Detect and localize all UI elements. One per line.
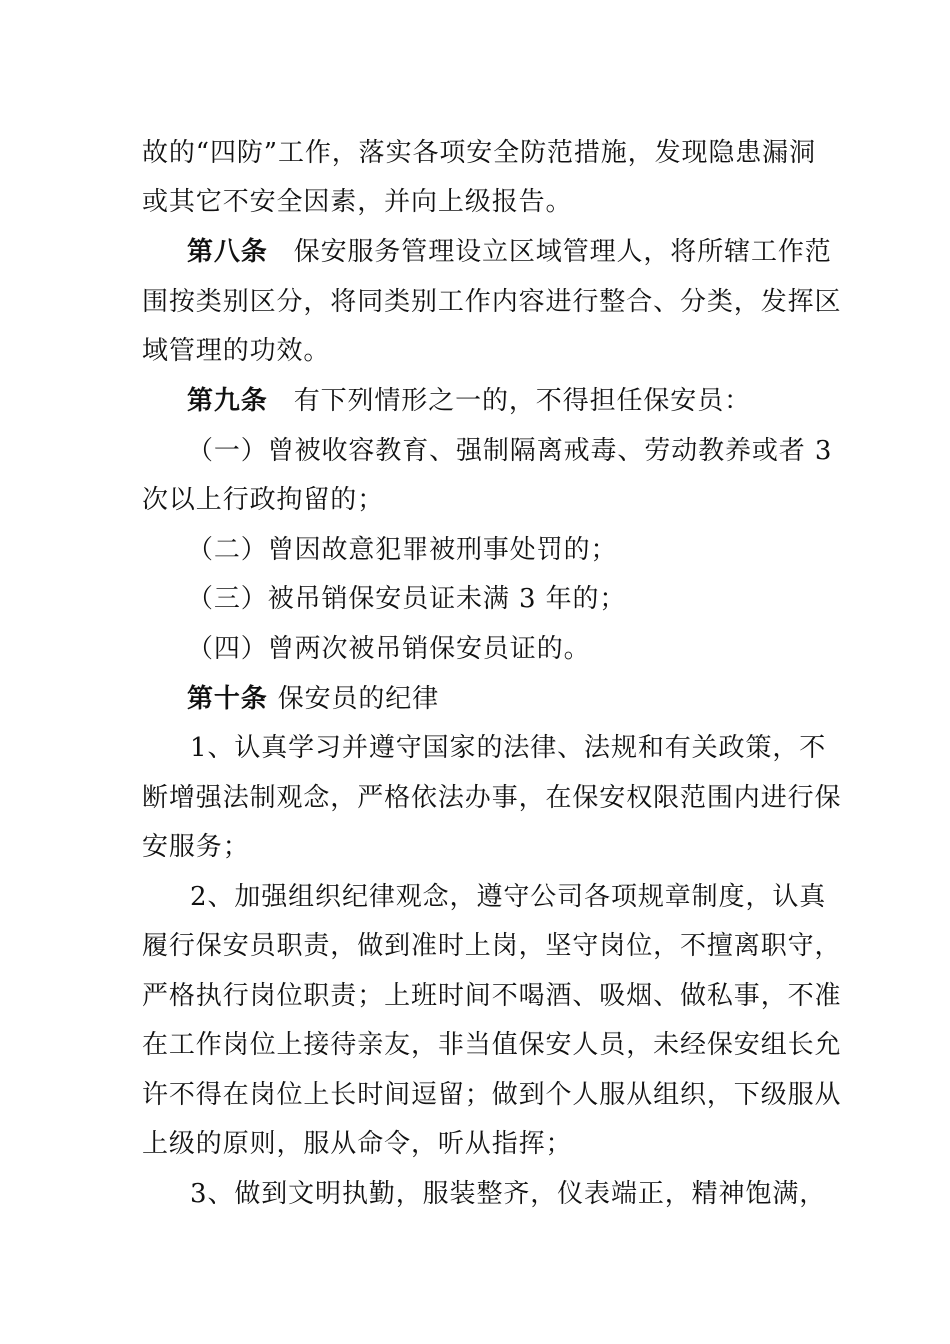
paragraph-line: 履行保安员职责，做到准时上岗，坚守岗位，不擅离职守， — [142, 931, 842, 961]
article-8-text: 保安服务管理设立区域管理人，将所辖工作范 — [293, 237, 832, 267]
paragraph-line: 许不得在岗位上长时间逗留；做到个人服从组织，下级服从 — [142, 1080, 842, 1110]
paragraph-line: 严格执行岗位职责；上班时间不喝酒、吸烟、做私事，不准 — [142, 981, 842, 1011]
paragraph-line: 围按类别区分，将同类别工作内容进行整合、分类，发挥区 — [142, 287, 842, 317]
paragraph-line: 在工作岗位上接待亲友，非当值保安人员，未经保安组长允 — [142, 1030, 842, 1060]
paragraph-line: 断增强法制观念，严格依法办事，在保安权限范围内进行保 — [142, 783, 842, 813]
article-9-title: 第九条 — [187, 386, 268, 416]
article-9-intro: 有下列情形之一的，不得担任保安员： — [293, 386, 752, 416]
paragraph-line: 上级的原则，服从命令，听从指挥； — [142, 1129, 573, 1159]
article-8-title: 第八条 — [187, 237, 268, 267]
rule-line: 1、认真学习并遵守国家的法律、法规和有关政策，不 — [190, 733, 827, 763]
rule-line: 2、加强组织纪律观念，遵守公司各项规章制度，认真 — [190, 882, 827, 912]
paragraph-line: 次以上行政拘留的； — [142, 485, 385, 515]
article-8-line — [187, 235, 832, 269]
rule-line: 3、做到文明执勤，服装整齐，仪表端正，精神饱满， — [190, 1179, 827, 1209]
list-item: （三）被吊销保安员证未满 3 年的； — [187, 584, 627, 614]
list-item: （二）曾因故意犯罪被刑事处罚的； — [187, 535, 618, 565]
list-item: （四）曾两次被吊销保安员证的。 — [187, 634, 591, 664]
article-9-line — [187, 384, 812, 418]
list-item: （一）曾被收容教育、强制隔离戒毒、劳动教养或者 3 — [187, 436, 833, 466]
article-10-line — [187, 682, 812, 716]
article-10-intro: 保安员的纪律 — [277, 684, 440, 714]
paragraph-line: 域管理的功效。 — [142, 336, 331, 366]
paragraph-line: 或其它不安全因素，并向上级报告。 — [142, 187, 573, 217]
paragraph-line: 安服务； — [142, 832, 250, 862]
article-10-title: 第十条 — [187, 684, 268, 714]
paragraph-line: 故的“四防”工作，落实各项安全防范措施，发现隐患漏洞 — [142, 138, 816, 168]
